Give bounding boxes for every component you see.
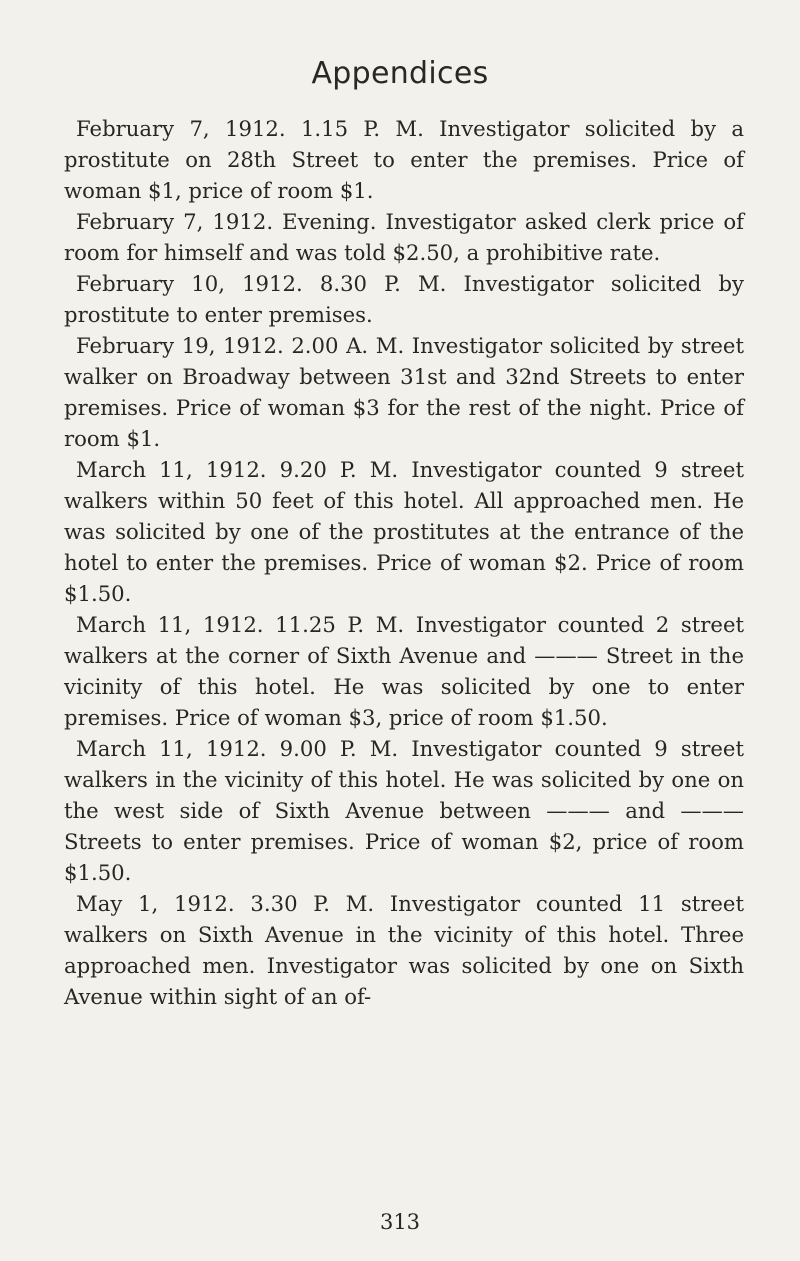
page-number: 313: [379, 1210, 421, 1234]
log-entry-6: March 11, 1912. 11.25 P. M. Investigator counted 2 street walkers at the corner of Sixth Avenue and ——— Street in the vicinity of this hotel. He was solicited by one to enter premises. Price of woman $3, price of room $1.50.: [64, 612, 744, 730]
log-entry-5: March 11, 1912. 9.20 P. M. Investigator counted 9 street walkers within 50 feet of this hotel. All approached men. He was solicited by one of the prostitutes at the entrance of the hotel to enter the premises. Price of woman $2. Price of room $1.50.: [64, 457, 744, 606]
log-entry-3: February 10, 1912. 8.30 P. M. Investigator solicited by prostitute to enter premises.: [64, 271, 744, 327]
log-entry-8: May 1, 1912. 3.30 P. M. Investigator counted 11 street walkers on Sixth Avenue in the vicinity of this hotel. Three approached men. Investigator was solicited by one on Sixth Avenue within sight of an of-: [64, 891, 744, 1009]
log-entry-7: March 11, 1912. 9.00 P. M. Investigator counted 9 street walkers in the vicinity of this hotel. He was solicited by one on the west side of Sixth Avenue between ——— and ——— Streets to enter premises. Price of woman $2, price of room $1.50.: [64, 736, 744, 885]
log-entry-1: February 7, 1912. 1.15 P. M. Investigator solicited by a prostitute on 28th Street to enter the premises. Price of woman $1, price of room $1.: [64, 116, 744, 203]
body-text: [64, 113, 744, 1012]
log-entry-2: February 7, 1912. Evening. Investigator asked clerk price of room for himself and was told $2.50, a prohibitive rate.: [64, 209, 744, 265]
running-head: Appendices: [311, 56, 489, 91]
log-entry-4: February 19, 1912. 2.00 A. M. Investigator solicited by street walker on Broadway between 31st and 32nd Streets to enter premises. Price of woman $3 for the rest of the night. Price of room $1.: [64, 333, 744, 451]
